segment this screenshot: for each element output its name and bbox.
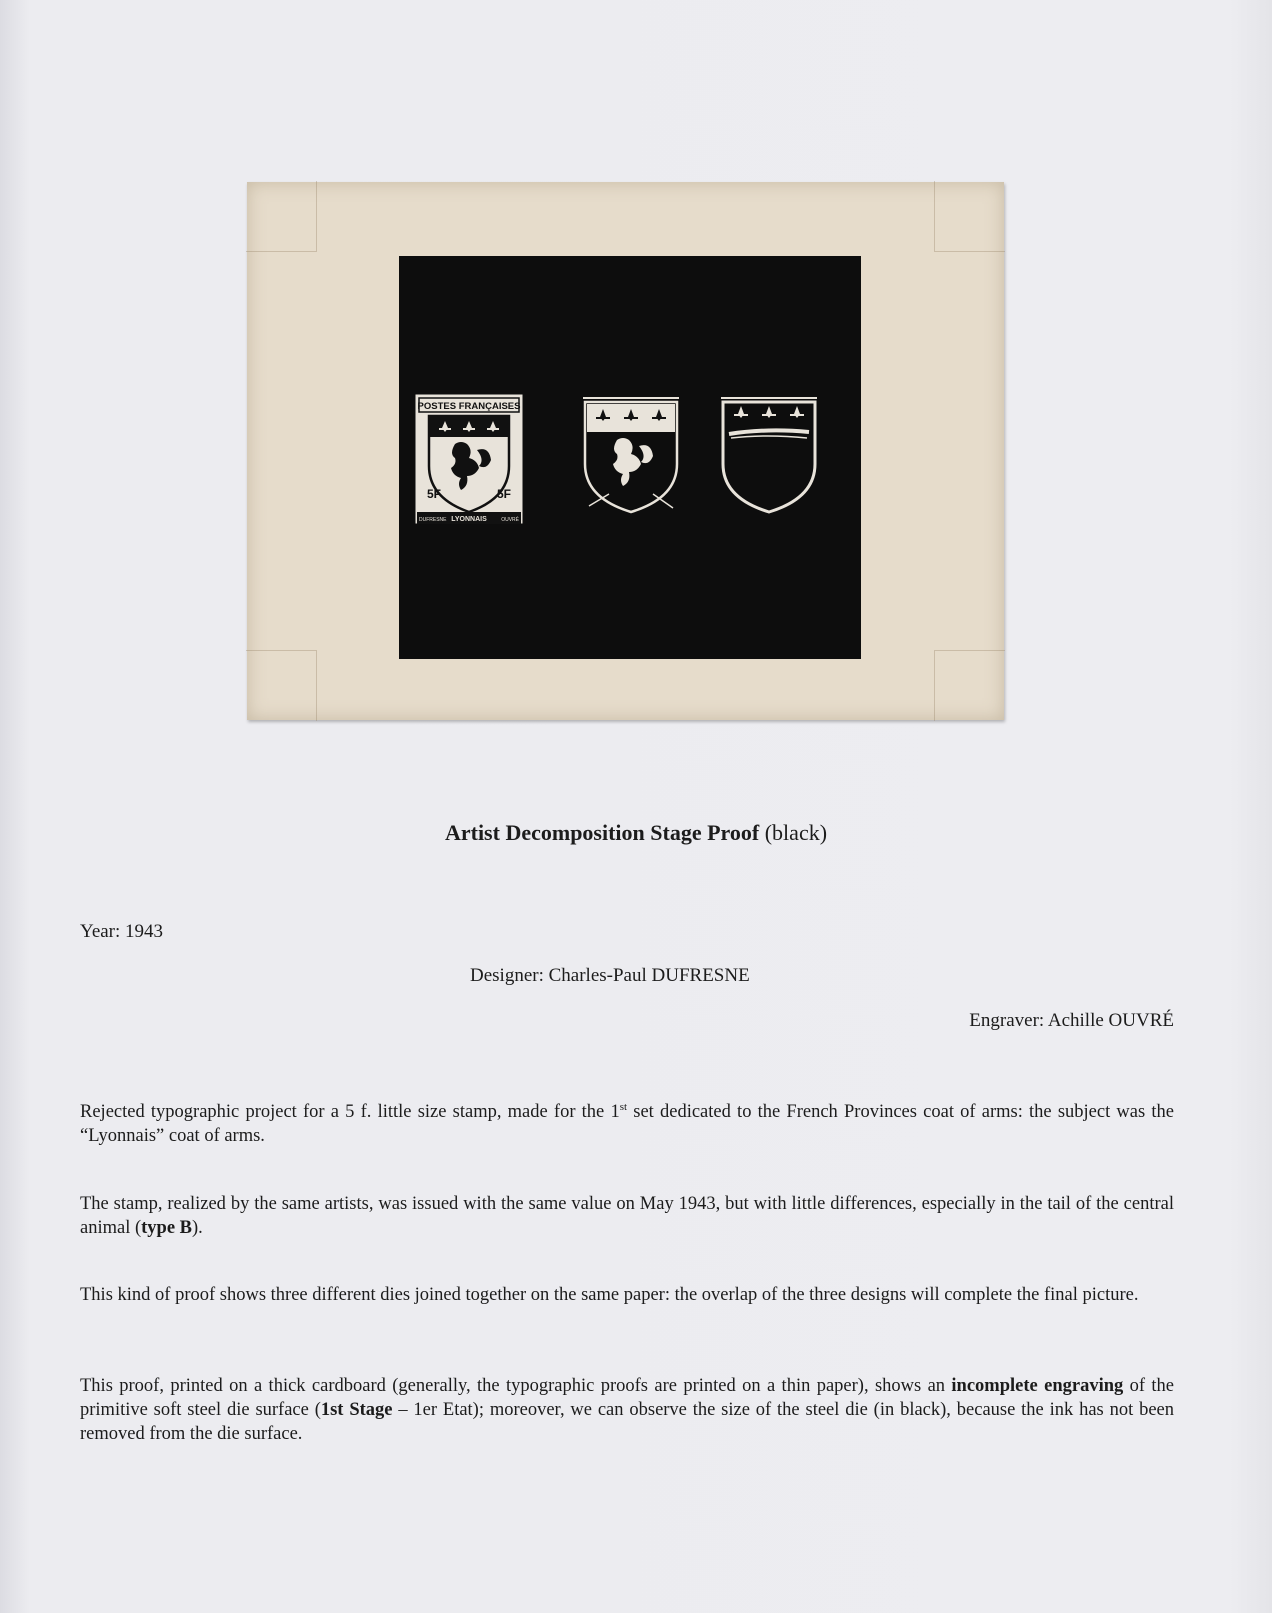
fleur-de-lis-icon	[734, 406, 804, 418]
proof-caption	[0, 820, 1272, 846]
die-design-shield-lion	[579, 394, 683, 518]
paragraph-rejected-project	[80, 1100, 1174, 1148]
stamp-value-right: 5F	[496, 487, 511, 501]
proof-cardboard	[247, 182, 1004, 720]
p2-bold: type B	[141, 1218, 193, 1238]
paragraph-three-dies: This kind of proof shows three different dies joined together on the same paper: the overlap of the three designs will complete the final picture.	[80, 1285, 1139, 1305]
corner-mount-bottom-right	[934, 650, 1005, 721]
corner-mount-top-right	[934, 181, 1005, 252]
p4-text-a: This proof, printed on a thick cardboard (generally, the typographic proofs are printed on a thin paper), shows an	[80, 1376, 952, 1396]
p1-superscript: st	[619, 1100, 628, 1113]
p2-text-b: ).	[192, 1218, 203, 1238]
year-line: Year: 1943	[80, 921, 164, 942]
stamp-engraver-mark: OUVRÉ	[501, 517, 519, 523]
p2-text-a: The stamp, realized by the same artists, was issued with the same value on May 1943, but with little differences, especially in the tail of the central animal (	[80, 1194, 1174, 1238]
corner-mount-top-left	[246, 181, 317, 252]
paragraph-issued-stamp	[80, 1192, 1174, 1240]
p1-text-a: Rejected typographic project for a 5 f. little size stamp, made for the 1	[80, 1102, 620, 1122]
stamp-header-text: POSTES FRANÇAISES	[417, 401, 521, 412]
steel-die-black	[399, 256, 861, 659]
lion-rampant-icon	[613, 438, 653, 486]
p4-text-b: of the primitive soft steel die surface (	[80, 1376, 1175, 1420]
die-design-shield-outline	[717, 394, 821, 518]
p4-text-c: – 1er Etat); moreover, we can observe the size of the steel die (in black), because the ink has not been removed from the die surface.	[80, 1400, 1174, 1444]
die-design-full-stamp	[415, 394, 523, 526]
caption-rest: (black)	[759, 820, 828, 845]
designer-line: Designer: Charles-Paul DUFRESNE	[470, 965, 750, 986]
paragraph-cardboard-proof	[80, 1374, 1174, 1446]
p4-bold-2: 1st Stage	[320, 1400, 393, 1420]
stamp-value-left: 5F	[427, 487, 442, 501]
stamp-name-text: LYONNAIS	[451, 516, 487, 523]
p4-bold-1: incomplete engraving	[951, 1376, 1124, 1396]
caption-bold: Artist Decomposition Stage Proof	[444, 820, 760, 845]
p1-text-b: set dedicated to the French Provinces coat of arms: the subject was the “Lyonnais” coat of arms.	[80, 1102, 1174, 1146]
corner-mount-bottom-left	[246, 650, 317, 721]
stamp-designer-mark: DUFRESNE	[419, 517, 447, 523]
engraver-line: Engraver: Achille OUVRÉ	[969, 1010, 1174, 1031]
